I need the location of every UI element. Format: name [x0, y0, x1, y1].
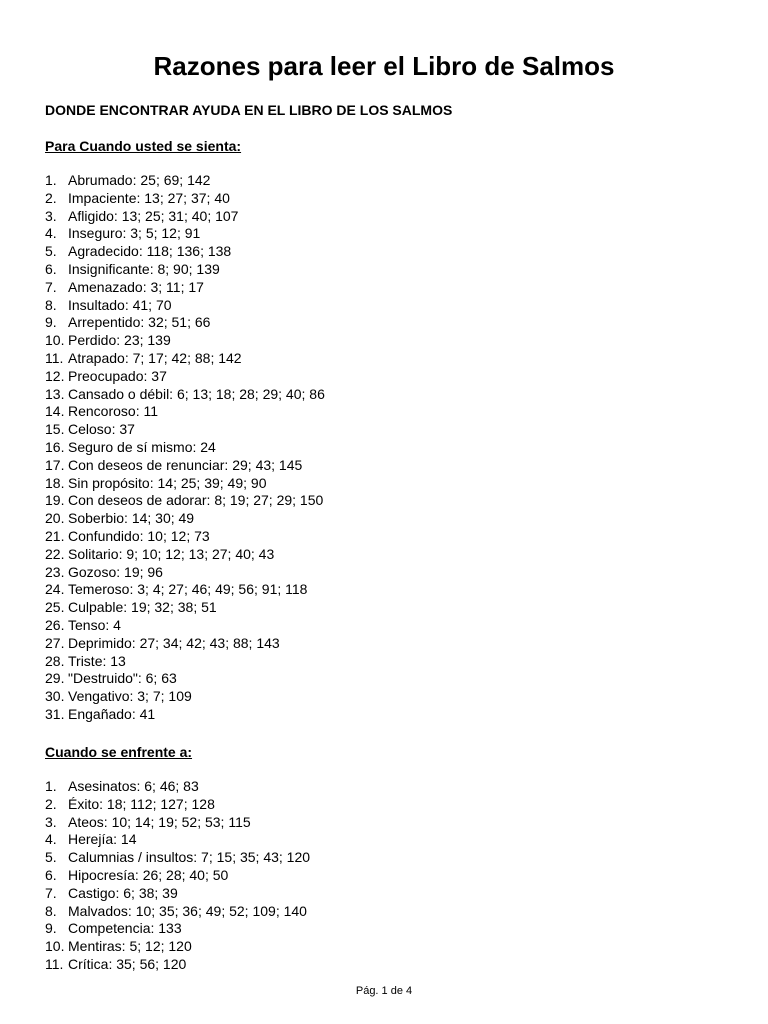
list-item-text: Con deseos de adorar: 8; 19; 27; 29; 150	[68, 492, 324, 509]
document-subtitle: DONDE ENCONTRAR AYUDA EN EL LIBRO DE LOS SALMOS	[45, 102, 453, 118]
list-item	[45, 368, 325, 386]
list-item	[45, 796, 310, 814]
list-item-number: 21.	[45, 527, 65, 544]
list-item-number: 25.	[45, 599, 65, 616]
list-item-text: Hipocresía: 26; 28; 40; 50	[68, 866, 229, 883]
list-item-number: 13.	[45, 385, 65, 402]
list-item	[45, 172, 325, 190]
list-item	[45, 546, 325, 564]
list-item-text: Triste: 13	[68, 652, 126, 669]
list-item	[45, 778, 310, 796]
list-item-text: Perdido: 23; 139	[68, 332, 171, 349]
list-item-text: Culpable: 19; 32; 38; 51	[68, 599, 217, 616]
list-item	[45, 956, 310, 974]
list-item	[45, 617, 325, 635]
list-item-number: 29.	[45, 670, 65, 687]
list-item-text: Rencoroso: 11	[68, 403, 159, 420]
list-item-text: Agradecido: 118; 136; 138	[68, 243, 232, 260]
list-item	[45, 581, 325, 599]
list-item-text: Confundido: 10; 12; 73	[68, 527, 210, 544]
list-item-number: 15.	[45, 421, 65, 438]
list-item-number: 9.	[45, 314, 57, 331]
list-item	[45, 297, 325, 315]
list-item-text: Atrapado: 7; 17; 42; 88; 142	[68, 349, 242, 366]
list-item-number: 6.	[45, 866, 57, 883]
list-item	[45, 885, 310, 903]
list-item-text: Afligido: 13; 25; 31; 40; 107	[68, 207, 239, 224]
page-title: Razones para leer el Libro de Salmos	[153, 51, 615, 81]
list-item-text: Seguro de sí mismo: 24	[68, 438, 216, 455]
list-item-text: Insultado: 41; 70	[68, 296, 172, 313]
list-item-text: Gozoso: 19; 96	[68, 563, 163, 580]
list-item	[45, 528, 325, 546]
list-item-text: Malvados: 10; 35; 36; 49; 52; 109; 140	[68, 902, 307, 919]
list-item	[45, 814, 310, 832]
list-item-number: 20.	[45, 510, 65, 527]
list-item	[45, 564, 325, 582]
list-item-text: Castigo: 6; 38; 39	[68, 884, 178, 901]
list-item	[45, 831, 310, 849]
list-item-text: Preocupado: 37	[68, 367, 167, 384]
list-item-number: 2.	[45, 795, 57, 812]
feelings-list	[45, 172, 325, 724]
list-item-number: 7.	[45, 884, 57, 901]
list-item	[45, 421, 325, 439]
list-item-text: Insignificante: 8; 90; 139	[68, 260, 220, 277]
list-item-number: 28.	[45, 652, 65, 669]
list-item	[45, 457, 325, 475]
list-item-text: Tenso: 4	[68, 616, 121, 633]
list-item-number: 12.	[45, 367, 65, 384]
list-item-number: 8.	[45, 296, 57, 313]
list-item-number: 24.	[45, 581, 65, 598]
list-item-number: 11.	[45, 349, 64, 366]
list-item	[45, 208, 325, 226]
list-item-number: 9.	[45, 920, 57, 937]
list-item-number: 11.	[45, 955, 64, 972]
list-item	[45, 849, 310, 867]
list-item-text: Sin propósito: 14; 25; 39; 49; 90	[68, 474, 267, 491]
list-item-text: Arrepentido: 32; 51; 66	[68, 314, 211, 331]
list-item-number: 3.	[45, 813, 57, 830]
list-item-number: 31.	[45, 705, 65, 722]
list-item-number: 1.	[45, 778, 57, 794]
list-item-number: 5.	[45, 849, 57, 866]
list-item	[45, 190, 325, 208]
list-item	[45, 706, 325, 724]
list-item-text: Asesinatos: 6; 46; 83	[68, 778, 199, 794]
list-item	[45, 688, 325, 706]
list-item-number: 23.	[45, 563, 65, 580]
facing-list	[45, 778, 310, 974]
list-item-number: 4.	[45, 831, 57, 848]
section-heading-facing: Cuando se enfrente a:	[45, 744, 193, 760]
list-item-number: 26.	[45, 616, 65, 633]
list-item-text: Éxito: 18; 112; 127; 128	[68, 795, 215, 812]
list-item-number: 10.	[45, 938, 65, 955]
list-item-text: Celoso: 37	[68, 421, 135, 438]
list-item-text: Amenazado: 3; 11; 17	[68, 278, 204, 295]
list-item-number: 19.	[45, 492, 65, 509]
list-item-number: 17.	[45, 456, 65, 473]
list-item-number: 30.	[45, 688, 65, 705]
list-item-text: Deprimido: 27; 34; 42; 43; 88; 143	[68, 634, 280, 651]
list-item-text: Abrumado: 25; 69; 142	[68, 172, 211, 188]
list-item-text: Temeroso: 3; 4; 27; 46; 49; 56; 91; 118	[68, 581, 308, 598]
list-item-text: Crítica: 35; 56; 120	[68, 955, 187, 972]
list-item-text: Con deseos de renunciar: 29; 43; 145	[68, 456, 303, 473]
list-item-text: Solitario: 9; 10; 12; 13; 27; 40; 43	[68, 545, 275, 562]
list-item	[45, 635, 325, 653]
list-item-text: Mentiras: 5; 12; 120	[68, 938, 192, 955]
list-item	[45, 670, 325, 688]
list-item	[45, 475, 325, 493]
list-item-number: 14.	[45, 403, 65, 420]
list-item-text: Impaciente: 13; 27; 37; 40	[68, 189, 230, 206]
list-item-text: Competencia: 133	[68, 920, 182, 937]
list-item-number: 6.	[45, 260, 57, 277]
list-item-text: Ateos: 10; 14; 19; 52; 53; 115	[68, 813, 251, 830]
list-item-text: Vengativo: 3; 7; 109	[68, 688, 192, 705]
list-item	[45, 903, 310, 921]
list-item	[45, 350, 325, 368]
list-item	[45, 439, 325, 457]
list-item-text: Calumnias / insultos: 7; 15; 35; 43; 120	[68, 849, 311, 866]
list-item-number: 3.	[45, 207, 57, 224]
list-item	[45, 332, 325, 350]
list-item	[45, 920, 310, 938]
list-item	[45, 510, 325, 528]
list-item-number: 27.	[45, 634, 65, 651]
list-item	[45, 653, 325, 671]
list-item	[45, 938, 310, 956]
list-item	[45, 225, 325, 243]
list-item-number: 1.	[45, 172, 57, 188]
list-item	[45, 279, 325, 297]
list-item	[45, 261, 325, 279]
list-item-number: 22.	[45, 545, 65, 562]
list-item-number: 18.	[45, 474, 65, 491]
list-item-number: 8.	[45, 902, 57, 919]
list-item-text: Soberbio: 14; 30; 49	[68, 510, 195, 527]
page-footer: Pág. 1 de 4	[355, 985, 413, 997]
list-item-text: "Destruido": 6; 63	[68, 670, 177, 687]
list-item	[45, 314, 325, 332]
list-item	[45, 403, 325, 421]
list-item-number: 10.	[45, 332, 65, 349]
list-item-text: Herejía: 14	[68, 831, 137, 848]
list-item-text: Cansado o débil: 6; 13; 18; 28; 29; 40; 86	[68, 385, 325, 402]
list-item-number: 4.	[45, 225, 57, 242]
list-item	[45, 386, 325, 404]
list-item-number: 5.	[45, 243, 57, 260]
list-item	[45, 243, 325, 261]
list-item-text: Engañado: 41	[68, 705, 156, 722]
list-item	[45, 867, 310, 885]
list-item	[45, 599, 325, 617]
section-heading-feelings: Para Cuando usted se sienta:	[45, 138, 242, 154]
list-item-number: 7.	[45, 278, 57, 295]
list-item-number: 2.	[45, 189, 57, 206]
list-item	[45, 492, 325, 510]
list-item-number: 16.	[45, 438, 65, 455]
list-item-text: Inseguro: 3; 5; 12; 91	[68, 225, 201, 242]
